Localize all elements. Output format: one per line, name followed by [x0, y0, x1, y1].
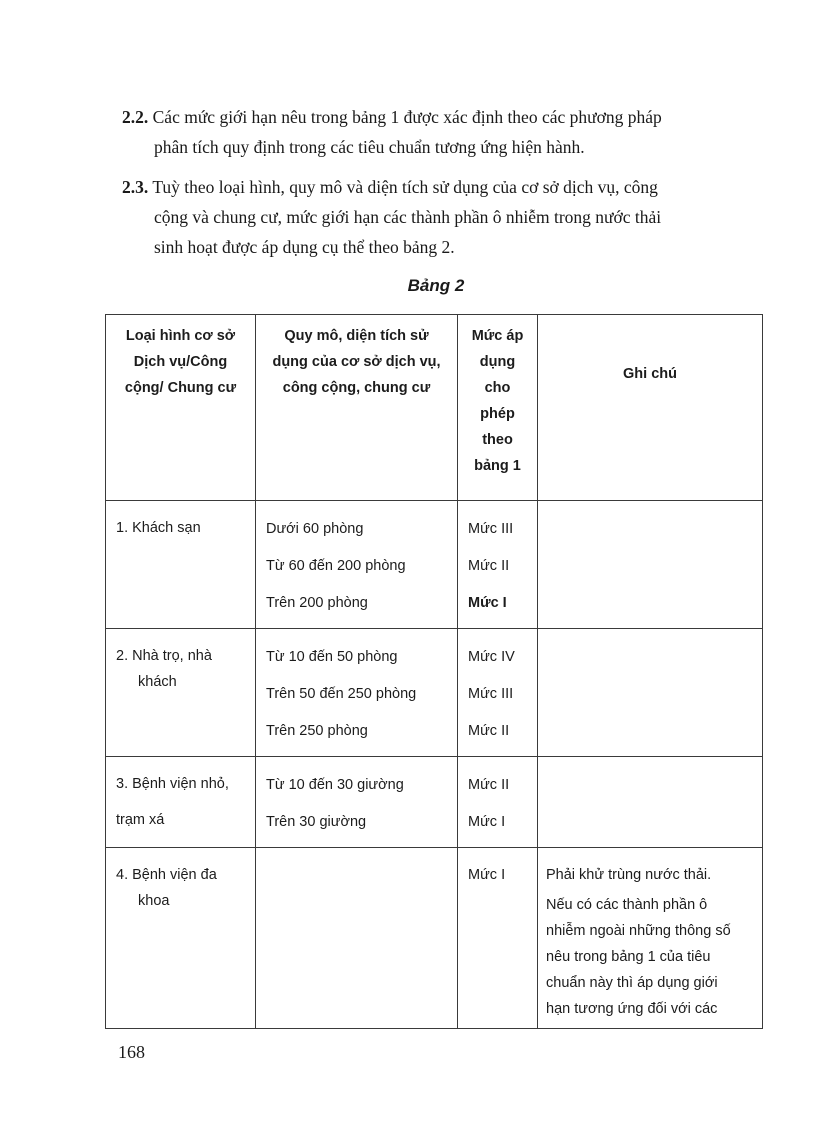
scale-cell [256, 848, 458, 1029]
note-cell: Phải khử trùng nước thải. Nếu có các thành phần ô nhiễm ngoài những thông số nêu trong bảng 1 của tiêu chuẩn này thì áp dụng giới hạn tương ứng đối với các [538, 848, 763, 1029]
level-cell: Mức III Mức II Mức I [458, 501, 538, 629]
scale-cell: Từ 10 đến 30 giường Trên 30 giường [256, 757, 458, 848]
page-number: 168 [118, 1042, 145, 1062]
table-header-row [106, 315, 763, 501]
facility-type-cell: 3. Bệnh viện nhỏ, trạm xá [106, 757, 256, 848]
header-scale: Quy mô, diện tích sử dụng của cơ sở dịch vụ, công cộng, chung cư [256, 315, 458, 501]
note-cell [538, 757, 763, 848]
scale-cell: Từ 10 đến 50 phòng Trên 50 đến 250 phòng Trên 250 phòng [256, 629, 458, 757]
note-cell [538, 629, 763, 757]
table-title: Bảng 2 [407, 276, 465, 295]
paragraph-text: Các mức giới hạn nêu trong bảng 1 được xác định theo các phương pháp [152, 107, 662, 127]
paragraph-text: Tuỳ theo loại hình, quy mô và diện tích sử dụng của cơ sở dịch vụ, công [152, 177, 658, 197]
paragraph-text: cộng và chung cư, mức giới hạn các thành phần ô nhiễm trong nước thải [154, 207, 662, 227]
paragraph-2-3 [122, 172, 762, 262]
header-level: Mức áp dụng cho phép theo bảng 1 [458, 315, 538, 501]
facility-type-cell: 4. Bệnh viện đa khoa [106, 848, 256, 1029]
level-cell: Mức IV Mức III Mức II [458, 629, 538, 757]
table-row [106, 757, 763, 848]
table-row [106, 848, 763, 1029]
level-cell: Mức II Mức I [458, 757, 538, 848]
paragraph-text: phân tích quy định trong các tiêu chuẩn tương ứng hiện hành. [154, 137, 585, 157]
paragraph-text: sinh hoạt được áp dụng cụ thể theo bảng 2. [154, 237, 455, 257]
note-cell [538, 501, 763, 629]
facility-type-cell: 2. Nhà trọ, nhà khách [106, 629, 256, 757]
limits-table [105, 314, 763, 1029]
table-row [106, 629, 763, 757]
header-note: Ghi chú [538, 315, 763, 501]
paragraph-2-2 [122, 102, 762, 162]
scale-cell: Dưới 60 phòng Từ 60 đến 200 phòng Trên 200 phòng [256, 501, 458, 629]
paragraph-number: 2.3. [122, 177, 149, 197]
table-row [106, 501, 763, 629]
facility-type-cell: 1. Khách sạn [106, 501, 256, 629]
paragraph-number: 2.2. [122, 107, 149, 127]
header-facility-type: Loại hình cơ sở Dịch vụ/Công cộng/ Chung cư [106, 315, 256, 501]
level-cell: Mức I [458, 848, 538, 1029]
